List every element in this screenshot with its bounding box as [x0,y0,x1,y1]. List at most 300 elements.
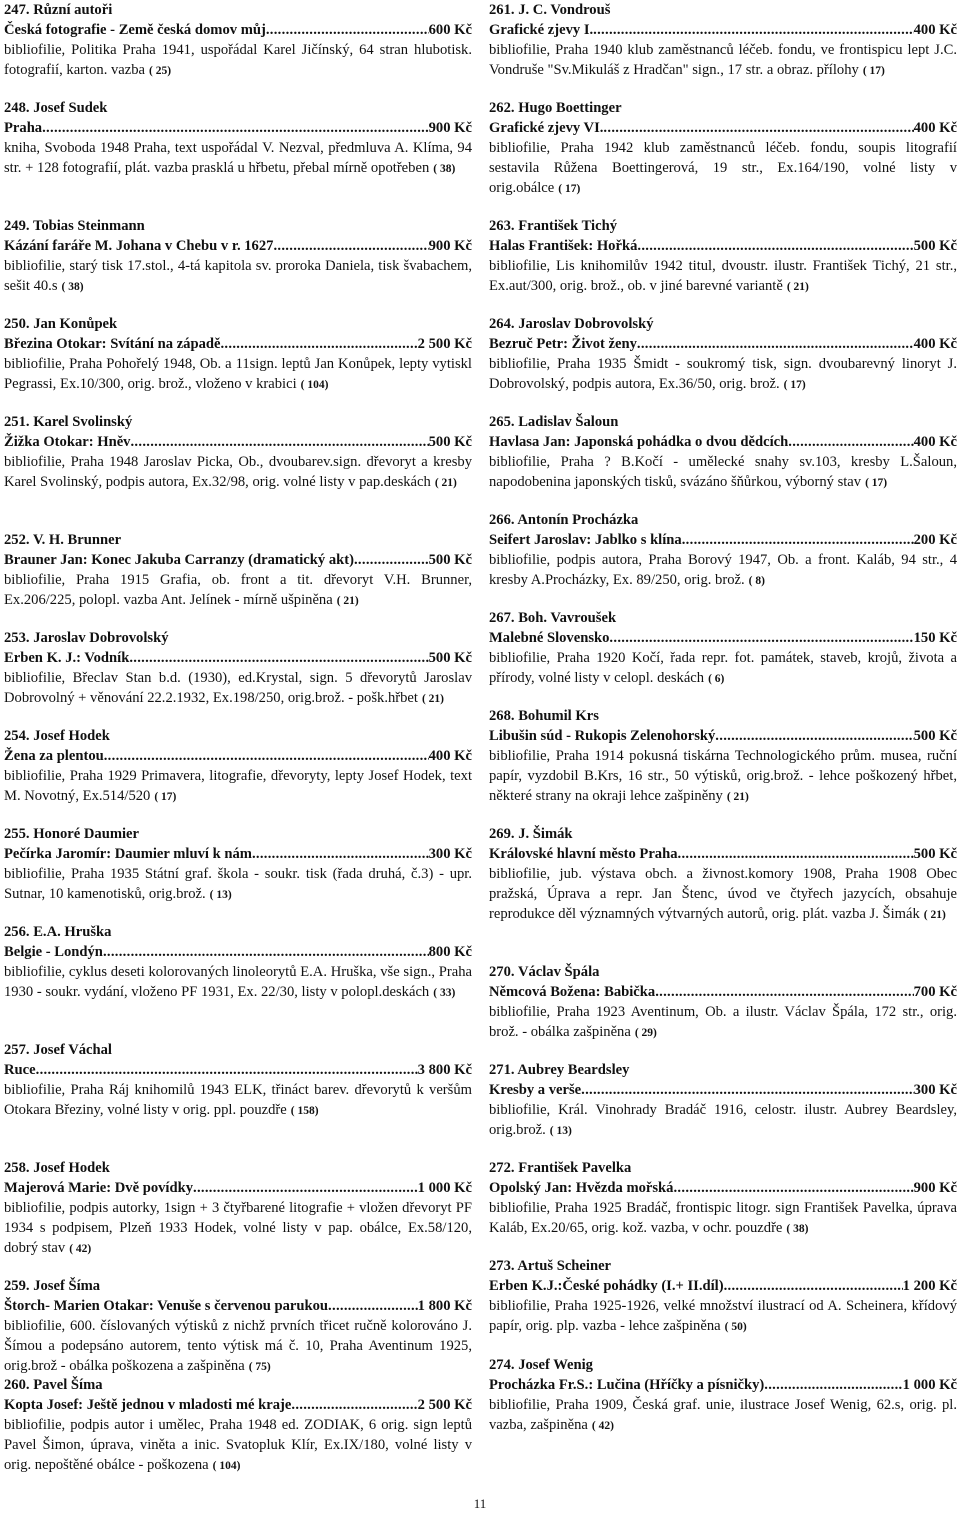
entry-reference: ( 17) [558,183,581,195]
entry-number: 258. [4,1160,30,1176]
entry-reference: ( 17) [783,379,806,391]
entry-heading [4,412,472,432]
dot-leader [682,530,914,550]
catalog-entry [489,0,957,81]
entry-price: 3 800 Kč [417,1062,472,1078]
entry-heading [4,824,472,844]
entry-author: Josef Sudek [33,100,108,116]
entry-description-text: bibliofilie, Politika Praha 1941, uspořádal Karel Jičínský, 64 stran hlubotisk. fotografií, karton. vazba [4,42,472,78]
dot-leader [42,118,429,138]
entry-description-text: bibliofilie, Praha 1915 Grafia, ob. front a tit. dřevoryt V.H. Brunner, Ex.206/225, polopl. vazba Ant. Jelínek - mírně ušpiněna [4,572,472,608]
catalog-entry [489,314,957,395]
entry-reference: ( 104) [300,379,329,391]
entry-author: Hugo Boettinger [518,100,622,116]
entry-author: Jaroslav Dobrovolský [33,630,169,646]
entry-title-line [4,1296,472,1316]
entry-price: 1 800 Kč [417,1298,472,1314]
entry-reference: ( 42) [591,1420,614,1432]
catalog-entry [4,314,472,395]
entry-title-line [4,648,472,668]
entry-number: 249. [4,218,30,234]
entry-title: Ruce [4,1062,36,1078]
entry-price: 800 Kč [428,944,472,960]
entry-number: 257. [4,1042,30,1058]
entry-price: 900 Kč [428,120,472,136]
entry-price: 200 Kč [913,532,957,548]
entry-price: 2 500 Kč [417,1397,472,1413]
entry-description [489,1198,957,1239]
dot-leader [328,1296,418,1316]
catalog-entry [489,1060,957,1141]
entry-reference: ( 13) [209,889,232,901]
entry-description [489,1296,957,1337]
entry-reference: ( 38) [433,163,456,175]
entry-title-line [489,530,957,550]
entry-title-line [4,844,472,864]
catalog-entry [4,1158,472,1259]
entry-heading [4,0,472,20]
entry-title-line [489,628,957,648]
entry-description-text: bibliofilie, Lis knihomilův 1942 titul, dvoustr. ilustr. František Tichý, 21 str., Ex.aut/300, orig. brož., ob. v jiné barevné variantě [489,258,957,294]
entry-heading [489,216,957,236]
entry-author: Josef Hodek [33,1160,110,1176]
entry-number: 270. [489,964,515,980]
entry-description [4,138,472,179]
entry-description-text: kniha, Svoboda 1948 Praha, text uspořádal V. Nezval, předmluva A. Klíma, 94 str. + 128 fotografií, plát. vazba prasklá u hřbetu, přebal mírně opotřeben [4,140,472,176]
entry-description [4,864,472,905]
entry-title: Grafické zjevy VI. [489,120,604,136]
entry-title-line [489,334,957,354]
entry-reference: ( 158) [290,1105,319,1117]
entry-title-line [489,118,957,138]
entry-price: 500 Kč [428,650,472,666]
entry-heading [489,510,957,530]
entry-heading [4,1276,472,1296]
entry-heading [4,922,472,942]
entry-title-line [4,432,472,452]
entry-reference: ( 21) [421,693,445,705]
entry-reference: ( 104) [212,1460,241,1472]
dot-leader [678,844,914,864]
entry-description-text: bibliofilie, Praha 1909, Česká graf. unie, ilustrace Josef Wenig, 62.s, orig. pl. vazba, zašpiněna [489,1397,957,1433]
entry-reference: ( 38) [61,281,84,293]
entry-description-text: bibliofilie, Král. Vinohrady Bradáč 1916, celostr. ilustr. Aubrey Beardsley, orig.brož. [489,1102,957,1138]
entry-title: Procházka Fr.S.: Lučina (Hříčky a písničky) [489,1377,765,1393]
entry-author: Jan Konůpek [33,316,118,332]
entry-author: František Pavelka [518,1160,632,1176]
entry-number: 250. [4,316,30,332]
dot-leader [104,746,429,766]
catalog-entry [489,1256,957,1337]
entry-number: 260. [4,1377,30,1393]
entry-author: Karel Svolinský [33,414,133,430]
entry-reference: ( 25) [149,65,172,77]
entry-title-line [489,1375,957,1395]
entry-title: Havlasa Jan: Japonská pohádka o dvou dědcích [489,434,789,450]
entry-title-line [4,334,472,354]
entry-author: Ladislav Šaloun [518,414,619,430]
entry-author: Pavel Šíma [33,1377,103,1393]
entry-description [489,550,957,591]
entry-description [4,668,472,709]
entry-description [489,354,957,395]
entry-title: Halas František: Hořká [489,238,638,254]
entry-title: Seifert Jaroslav: Jablko s klína [489,532,682,548]
entry-heading [489,706,957,726]
entry-description-text: bibliofilie, podpis autor i umělec, Praha 1948 ed. ZODIAK, 6 orig. sign leptů Pavel Šimon, úprava, viněta a inic. Svatopluk Klír, Ex.IX/180, volné listy v orig. nepoštěné obálce - poškozena [4,1417,472,1473]
dot-leader [103,942,429,962]
entry-description-text: bibliofilie, starý tisk 17.stol., 4-tá kapitola sv. proroka Daniela, tisk švabachem, sešit 40.s [4,258,472,294]
entry-description-text: bibliofilie, jub. výstava obch. a živnost.komory 1908, Praha 1908 Obec pražská, Úprava a repr. Jan Štenc, úvod ve čtyřech jazycích, obsahuje reprodukce děl významných výtvarných autorů, orig. plát. vazba J. Šimák [489,866,957,922]
entry-number: 265. [489,414,515,430]
entry-number: 266. [489,512,515,528]
entry-author: J. Šimák [518,826,573,842]
catalog-entry [4,628,472,709]
entry-number: 264. [489,316,515,332]
entry-author: V. H. Brunner [32,532,122,548]
entry-author: E.A. Hruška [33,924,112,940]
entry-title-line [489,20,957,40]
entry-number: 268. [489,708,515,724]
entry-heading [489,0,957,20]
entry-price: 1 000 Kč [902,1377,957,1393]
entry-description [489,256,957,297]
entry-heading [4,1158,472,1178]
entry-description-text: bibliofilie, Praha 1925 Bradáč, frontispic litogr. sign František Pavelka, úprava Kaláb, Ex.20/65, orig. kož. vazba, v ochr. pouzdře [489,1200,957,1236]
dot-leader [252,844,429,864]
entry-description [4,1198,472,1259]
entry-title: Malebné Slovensko [489,630,610,646]
entry-title: Němcová Božena: Babička [489,984,656,1000]
entry-title-line [489,1080,957,1100]
entry-price: 900 Kč [428,238,472,254]
entry-author: Václav Špála [517,964,600,980]
entry-price: 500 Kč [913,846,957,862]
dot-leader [609,628,913,648]
entry-price: 700 Kč [913,984,957,1000]
entry-description [4,256,472,297]
entry-number: 251. [4,414,30,430]
entry-title: Erben K. J.: Vodník [4,650,130,666]
entry-heading [489,314,957,334]
entry-heading [4,530,472,550]
entry-price: 500 Kč [913,728,957,744]
entry-title-line [489,844,957,864]
entry-description [4,766,472,807]
dot-leader [764,1375,902,1395]
entry-heading [489,1256,957,1276]
entry-description-text: bibliofilie, cyklus deseti kolorovaných linoleorytů E.A. Hruška, vše sign., Praha 1930 - soukr. vydání, vloženo PF 1931, Ex. 22/30, listy v polopl.deskách [4,964,472,1000]
catalog-entry [4,530,472,611]
entry-title: Majerová Marie: Dvě povídky [4,1180,194,1196]
entry-reference: ( 13) [549,1125,572,1137]
dot-leader [655,982,913,1002]
entry-title: Kázání faráře M. Johana v Chebu v r. 1627 [4,238,274,254]
entry-price: 500 Kč [913,238,957,254]
entry-author: Josef Wenig [518,1357,593,1373]
entry-title-line [4,236,472,256]
entry-title: Kresby a verše [489,1082,582,1098]
entry-title-line [4,1060,472,1080]
entry-number: 247. [4,2,30,18]
entry-heading [4,314,472,334]
entry-title: Žena za plentou [4,748,104,764]
entry-description-text: bibliofilie, podpis autorky, 1sign + 3 čtyřbarené litografie + vložen dřevoryt PF 1934 s podpisem, Plzeň 1933 Hodek, volné listy v pap. obálce, Ex.58/120, dobrý stav [4,1200,472,1256]
entry-reference: ( 17) [154,791,177,803]
dot-leader [673,1178,913,1198]
entry-number: 253. [4,630,30,646]
entry-title-line [489,236,957,256]
entry-description-text: bibliofilie, Praha 1914 pokusná tiskárna Technologického prům. musea, ruční papír, vyzdobil B.Krs, 16 str., 50 výtisků, orig.brož. - lehce poškozený hřbet, některé strany na okraji lehce zašpiněny [489,748,957,804]
entry-number: 267. [489,610,515,626]
dot-leader [724,1276,903,1296]
entry-author: František Tichý [518,218,617,234]
dot-leader [603,118,913,138]
entry-price: 600 Kč [428,22,472,38]
dot-leader [129,648,428,668]
entry-number: 272. [489,1160,515,1176]
dot-leader [637,236,913,256]
entry-description-text: bibliofilie, Praha ? B.Kočí - umělecké snahy sv.103, kresby L.Šaloun, napodobenina japonských tisků, svázáno šňůrkou, výborný stav [489,454,957,490]
entry-description [4,40,472,81]
catalog-entry [4,1040,472,1121]
dot-leader [266,20,429,40]
entry-title: Grafické zjevy I. [489,22,594,38]
catalog-entry [4,1276,472,1377]
catalog-entry [4,726,472,807]
entry-description [4,354,472,395]
dot-leader [581,1080,913,1100]
entry-description [4,1415,472,1476]
entry-reference: ( 21) [726,791,749,803]
entry-price: 400 Kč [428,748,472,764]
entry-reference: ( 21) [434,477,457,489]
entry-title: Královské hlavní město Praha [489,846,678,862]
entry-reference: ( 17) [865,477,888,489]
entry-description [4,1316,472,1377]
entry-description-text: bibliofilie, Praha Pohořelý 1948, Ob. a 11sign. leptů Jan Konůpek, lepty vytiskl Pegrassi, Ex.10/300, orig. brož., vloženo v krabici [4,356,472,392]
entry-description-text: bibliofilie, Praha 1935 Šmidt - soukromý tisk, sign. dvoubarevný linoryt J. Dobrovolský, podpis autora, Ex.36/50, orig. brož. [489,356,957,392]
entry-title: Praha [4,120,43,136]
entry-heading [489,1060,957,1080]
entry-heading [489,608,957,628]
catalog-entry [489,962,957,1043]
entry-heading [489,98,957,118]
entry-reference: ( 75) [248,1361,271,1373]
entry-description-text: bibliofilie, Praha 1940 klub zaměstnanců léčeb. fondu, ve frontispicu lept J.C. Vondruše "Sv.Mikuláš z Hradčan" sign., 17 str. a obraz. přílohy [489,42,957,78]
entry-title: Česká fotografie - Země česká domov můj [4,22,266,38]
entry-author: Artuš Scheiner [517,1258,612,1274]
catalog-entry [4,922,472,1003]
catalog-entry [489,216,957,297]
entry-author: Jaroslav Dobrovolský [518,316,654,332]
entry-reference: ( 33) [433,987,456,999]
entry-title-line [489,432,957,452]
entry-number: 263. [489,218,515,234]
catalog-entry [489,510,957,591]
catalog-entry [489,1355,957,1436]
entry-price: 300 Kč [913,1082,957,1098]
entry-description-text: bibliofilie, podpis autora, Praha Borový 1947, Ob. a front. Kaláb, 94 str., 4 kresby A.Procházky, Ex. 89/250, orig. brož. [489,552,957,588]
entry-heading [489,1355,957,1375]
entry-author: Josef Šíma [33,1278,101,1294]
catalog-entry [489,412,957,493]
entry-author: Tobias Steinmann [32,218,145,234]
entry-number: 271. [489,1062,515,1078]
entry-reference: ( 21) [786,281,809,293]
entry-author: Antonín Procházka [517,512,639,528]
page-number: 11 [473,1496,487,1511]
entry-description-text: bibliofilie, Praha 1948 Jaroslav Picka, Ob., dvoubarev.sign. dřevoryt a kresby Karel Svolinský, podpis autora, Ex.32/98, orig. volné listy v pap.deskách [4,454,472,490]
entry-number: 261. [489,2,515,18]
entry-description [4,962,472,1003]
catalog-entry [489,706,957,807]
entry-description [4,570,472,611]
entry-number: 248. [4,100,30,116]
catalog-entry [4,412,472,493]
entry-heading [489,412,957,432]
entry-description [489,746,957,807]
entry-title-line [4,942,472,962]
dot-leader [273,236,428,256]
catalog-entry [489,608,957,689]
entry-price: 150 Kč [913,630,957,646]
entry-description-text: bibliofilie, Praha 1929 Primavera, litografie, dřevoryty, lepty Josef Hodek, text M. Novotný, Ex.514/520 [4,768,472,804]
catalog-entry [489,1158,957,1239]
entry-title: Březina Otokar: Svítání na západě [4,336,221,352]
catalog-entry [4,1375,472,1476]
entry-description-text: bibliofilie, Praha 1920 Kočí, řada repr. fot. památek, staveb, krojů, života a přírody, volné listy v celopl. deskách [489,650,957,686]
entry-description [489,648,957,689]
entry-heading [4,628,472,648]
entry-title: Pečírka Jaromír: Daumier mluví k nám [4,846,252,862]
entry-description-text: bibliofilie, Praha 1935 Státní graf. škola - soukr. tisk (řada druhá, č.3) - upr. Sutnar, 10 kamenotisků, orig.brož. [4,866,472,902]
entry-title-line [4,746,472,766]
entry-title-line [489,1178,957,1198]
entry-description-text: bibliofilie, Praha 1942 klub zaměstnanců léčeb. fondu, soupis litografií sestavila Růžena Boettingerová, 19 str., Ex.164/190, volné listy v orig.obálce [489,140,957,196]
entry-heading [489,1158,957,1178]
entry-reference: ( 38) [786,1223,809,1235]
entry-author: Boh. Vavroušek [518,610,617,626]
entry-heading [4,1040,472,1060]
entry-description [489,138,957,199]
entry-reference: ( 21) [923,909,946,921]
catalog-entry [489,98,957,199]
dot-leader [220,334,417,354]
entry-author: Josef Hodek [33,728,110,744]
entry-title-line [489,726,957,746]
entry-title: Žižka Otokar: Hněv [4,434,131,450]
entry-price: 300 Kč [428,846,472,862]
catalog-entry [4,216,472,297]
entry-number: 269. [489,826,515,842]
entry-description [489,452,957,493]
dot-leader [130,432,428,452]
dot-leader [715,726,913,746]
dot-leader [291,1395,417,1415]
entry-title-line [489,982,957,1002]
entry-price: 2 500 Kč [417,336,472,352]
entry-heading [489,962,957,982]
entry-heading [4,726,472,746]
entry-title: Libušin súd - Rukopis Zelenohorský [489,728,716,744]
entry-description [4,1080,472,1121]
entry-heading [4,216,472,236]
entry-title: Brauner Jan: Konec Jakuba Carranzy (dramatický akt) [4,552,354,568]
entry-number: 262. [489,100,515,116]
catalog-entry [4,0,472,81]
entry-author: Josef Váchal [33,1042,112,1058]
entry-author: Honoré Daumier [33,826,139,842]
entry-price: 400 Kč [913,336,957,352]
entry-number: 254. [4,728,30,744]
entry-title: Erben K.J.:České pohádky (I.+ II.díl) [489,1278,724,1294]
entry-title: Belgie - Londýn [4,944,103,960]
entry-description [489,40,957,81]
entry-description-text: bibliofilie, 600. číslovaných výtisků z nichž prvních třicet ručně kolorováno J. Šímou a podepsáno autorem, tento výtisk má č. 10, Praha Aventinum 1925, orig.brož - obálka poškozena a zašpiněna [4,1318,472,1374]
entry-number: 255. [4,826,30,842]
entry-description-text: bibliofilie, Praha Ráj knihomilů 1943 ELK, třináct barev. dřevorytů k veršům Otokara Březiny, volné listy v orig. ppl. pouzdře [4,1082,472,1118]
dot-leader [788,432,913,452]
entry-reference: ( 6) [708,673,725,685]
entry-author: J. C. Vondrouš [518,2,611,18]
entry-heading [489,824,957,844]
dot-leader [593,20,913,40]
entry-description-text: bibliofilie, Břeclav Stan b.d. (1930), ed.Krystal, sign. 5 dřevorytů Jaroslav Dobrovolný + věnování 22.2.1932, Ex.198/250, orig.brož. - pošk.hřbet [4,670,472,706]
entry-description [489,864,957,925]
entry-description [4,452,472,493]
entry-title: Kopta Josef: Ještě jednou v mladosti mé kraje [4,1397,292,1413]
entry-title: Štorch- Marien Otakar: Venuše s červenou parukou [4,1298,329,1314]
catalog-entry [489,824,957,925]
entry-description-text: bibliofilie, Praha 1923 Aventinum, Ob. a ilustr. Václav Špála, 172 str., orig. brož. - obálka zašpiněna [489,1004,957,1040]
entry-title-line [4,1395,472,1415]
entry-title-line [4,20,472,40]
entry-title: Bezruč Petr: Život ženy [489,336,637,352]
entry-title-line [489,1276,957,1296]
entry-reference: ( 21) [336,595,359,607]
dot-leader [193,1178,418,1198]
entry-reference: ( 29) [634,1027,657,1039]
entry-reference: ( 50) [724,1321,747,1333]
entry-price: 400 Kč [913,120,957,136]
entry-author: Bohumil Krs [518,708,599,724]
catalog-entry [4,824,472,905]
entry-description [489,1395,957,1436]
catalog-entry [4,98,472,179]
entry-price: 900 Kč [913,1180,957,1196]
entry-description [489,1100,957,1141]
entry-price: 1 200 Kč [902,1278,957,1294]
entry-price: 500 Kč [428,552,472,568]
entry-reference: ( 8) [748,575,765,587]
entry-price: 1 000 Kč [417,1180,472,1196]
dot-leader [36,1060,418,1080]
entry-reference: ( 42) [69,1243,92,1255]
entry-number: 274. [489,1357,515,1373]
entry-description [489,1002,957,1043]
dot-leader [637,334,914,354]
entry-price: 400 Kč [913,22,957,38]
entry-author: Různí autoři [33,2,113,18]
entry-author: Aubrey Beardsley [517,1062,630,1078]
dot-leader [354,550,429,570]
entry-price: 500 Kč [428,434,472,450]
entry-reference: ( 17) [862,65,885,77]
entry-title-line [4,118,472,138]
entry-title: Opolský Jan: Hvězda mořská [489,1180,674,1196]
entry-title-line [4,550,472,570]
